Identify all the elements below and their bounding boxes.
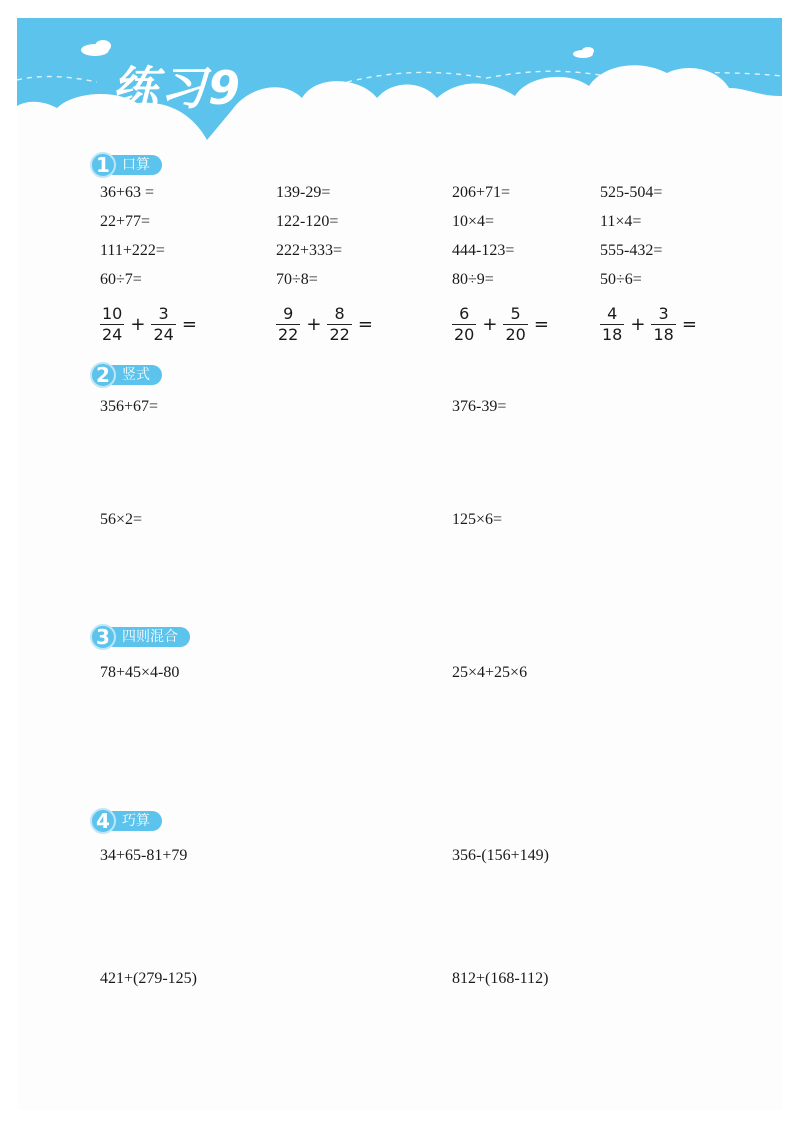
section-number-badge: 4 xyxy=(90,808,116,834)
oral-problem: 222+333= xyxy=(276,242,343,259)
oral-problem: 11×4= xyxy=(600,213,642,230)
oral-problem: 525-504= xyxy=(600,184,663,201)
fraction: $\frac{8}{22}$ xyxy=(329,304,350,344)
fraction-problem: $\frac{10}{24}$ + $\frac{3}{24}$ = xyxy=(102,304,197,344)
oral-problem: 22+77= xyxy=(100,213,151,230)
section-number-badge: 1 xyxy=(90,152,116,178)
section-vertical-header xyxy=(90,362,162,388)
oral-problem: 555-432= xyxy=(600,242,663,259)
oral-problem: 444-123= xyxy=(452,242,515,259)
section-number-badge: 3 xyxy=(90,624,116,650)
mixed-problem: 78+45×4-80 xyxy=(100,664,180,681)
fraction: $\frac{3}{18}$ xyxy=(653,304,674,344)
section-mixed-header xyxy=(90,624,190,650)
vertical-problem: 125×6= xyxy=(452,511,503,528)
fraction: $\frac{4}{18}$ xyxy=(602,304,623,344)
clever-problem: 34+65-81+79 xyxy=(100,847,188,864)
oral-problem: 139-29= xyxy=(276,184,331,201)
worksheet-page xyxy=(17,18,782,1110)
oral-problem: 111+222= xyxy=(100,242,165,259)
fraction: $\frac{6}{20}$ xyxy=(454,304,475,344)
section-oral-header xyxy=(90,152,162,178)
section-label: 口算 xyxy=(110,155,162,175)
clever-problem: 812+(168-112) xyxy=(452,970,549,987)
fraction: $\frac{3}{24}$ xyxy=(153,304,174,344)
section-clever-header xyxy=(90,808,162,834)
fraction-problem: $\frac{9}{22}$ + $\frac{8}{22}$ = xyxy=(278,304,373,344)
oral-problem: 122-120= xyxy=(276,213,339,230)
vertical-problem: 356+67= xyxy=(100,398,159,415)
fraction-problem: $\frac{4}{18}$ + $\frac{3}{18}$ = xyxy=(602,304,697,344)
oral-problem: 10×4= xyxy=(452,213,495,230)
section-number-badge: 2 xyxy=(90,362,116,388)
mixed-problem: 25×4+25×6 xyxy=(452,664,528,681)
oral-problem: 80÷9= xyxy=(452,271,494,288)
clever-problem: 421+(279-125) xyxy=(100,970,198,987)
clever-problem: 356-(156+149) xyxy=(452,847,550,864)
oral-problem: 60÷7= xyxy=(100,271,142,288)
vertical-problem: 376-39= xyxy=(452,398,507,415)
page-title: 练习9 xyxy=(112,61,243,115)
vertical-problem: 56×2= xyxy=(100,511,143,528)
fraction: $\frac{10}{24}$ xyxy=(102,304,123,344)
oral-problem: 50÷6= xyxy=(600,271,642,288)
section-label: 四则混合 xyxy=(110,627,190,647)
fraction: $\frac{9}{22}$ xyxy=(278,304,299,344)
fraction: $\frac{5}{20}$ xyxy=(505,304,526,344)
oral-problem: 70÷8= xyxy=(276,271,318,288)
fraction-problem: $\frac{6}{20}$ + $\frac{5}{20}$ = xyxy=(454,304,549,344)
oral-problem: 36+63 = xyxy=(100,184,155,201)
oral-problem: 206+71= xyxy=(452,184,511,201)
section-label: 巧算 xyxy=(110,811,162,831)
section-label: 竖式 xyxy=(110,365,162,385)
